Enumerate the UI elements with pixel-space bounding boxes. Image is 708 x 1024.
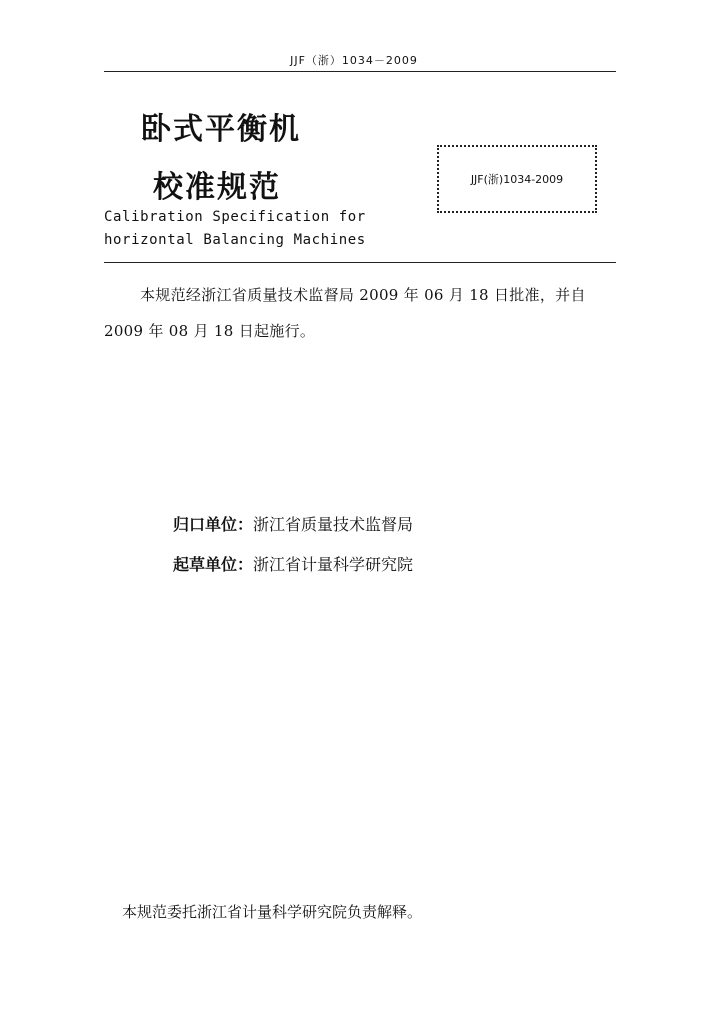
interpretation-note: 本规范委托浙江省计量科学研究院负责解释。 [122,903,423,921]
header-rule [104,71,616,72]
header-standard-code: JJF（浙）1034－2009 [290,54,418,67]
responsible-unit-label: 归口单位： [173,515,254,534]
approval-statement-line-2: 2009 年 08 月 18 日起施行。 [104,322,316,340]
approval-statement-line-1: 本规范经浙江省质量技术监督局 2009 年 06 月 18 日批准，并自 [140,286,586,304]
title-english-line-2: horizontal Balancing Machines [104,232,366,248]
responsible-unit-value: 浙江省质量技术监督局 [253,515,414,534]
title-chinese-line-2: 校准规范 [153,170,281,205]
title-chinese-line-1: 卧式平衡机 [141,112,301,147]
responsible-unit-row [173,512,413,535]
title-english-line-1: Calibration Specification for [104,209,366,225]
standard-code-box-text: JJF(浙)1034-2009 [470,173,564,186]
drafting-unit-label: 起草单位： [173,555,254,574]
drafting-unit-row [173,552,413,575]
standard-code-box [437,145,597,213]
title-rule [104,262,616,263]
drafting-unit-value: 浙江省计量科学研究院 [253,555,414,574]
